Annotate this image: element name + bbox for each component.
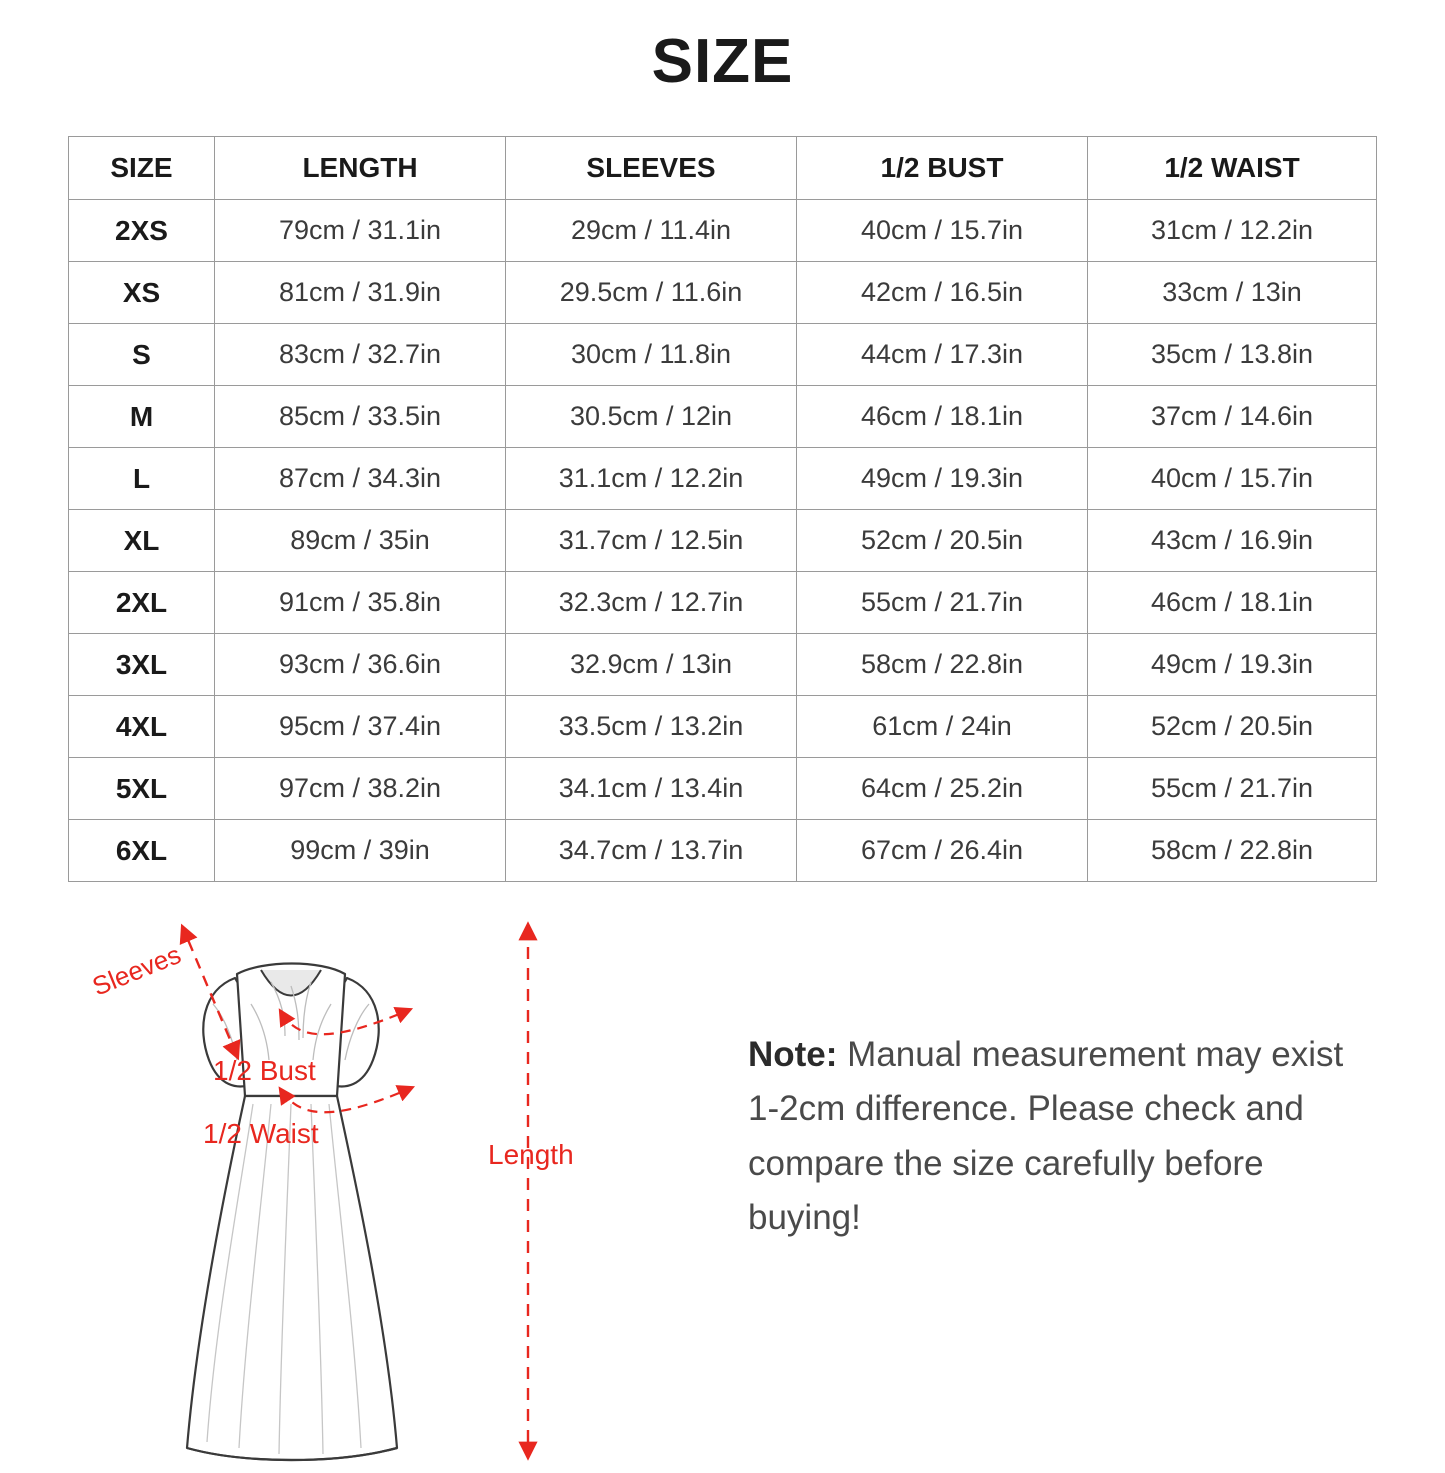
table-row — [69, 510, 1377, 572]
cell-half-bust: 55cm / 21.7in — [797, 572, 1088, 634]
cell-half-bust: 49cm / 19.3in — [797, 448, 1088, 510]
cell-half-waist: 40cm / 15.7in — [1088, 448, 1377, 510]
cell-sleeves: 29.5cm / 11.6in — [506, 262, 797, 324]
table-row — [69, 324, 1377, 386]
cell-half-bust: 64cm / 25.2in — [797, 758, 1088, 820]
size-table — [68, 136, 1377, 882]
cell-length: 99cm / 39in — [215, 820, 506, 882]
cell-size: XL — [69, 510, 215, 572]
cell-half-bust: 44cm / 17.3in — [797, 324, 1088, 386]
cell-length: 81cm / 31.9in — [215, 262, 506, 324]
cell-half-waist: 35cm / 13.8in — [1088, 324, 1377, 386]
cell-length: 93cm / 36.6in — [215, 634, 506, 696]
cell-half-waist: 33cm / 13in — [1088, 262, 1377, 324]
cell-half-waist: 37cm / 14.6in — [1088, 386, 1377, 448]
cell-half-waist: 49cm / 19.3in — [1088, 634, 1377, 696]
cell-size: 5XL — [69, 758, 215, 820]
column-header-half-bust: 1/2 BUST — [797, 137, 1088, 200]
cell-length: 87cm / 34.3in — [215, 448, 506, 510]
note-block — [748, 1028, 1348, 1245]
table-row — [69, 758, 1377, 820]
cell-length: 83cm / 32.7in — [215, 324, 506, 386]
cell-half-waist: 43cm / 16.9in — [1088, 510, 1377, 572]
cell-half-bust: 52cm / 20.5in — [797, 510, 1088, 572]
table-row — [69, 448, 1377, 510]
column-header-length: LENGTH — [215, 137, 506, 200]
cell-length: 79cm / 31.1in — [215, 200, 506, 262]
cell-half-bust: 42cm / 16.5in — [797, 262, 1088, 324]
cell-length: 89cm / 35in — [215, 510, 506, 572]
note-label: Note: — [748, 1035, 838, 1075]
cell-sleeves: 34.1cm / 13.4in — [506, 758, 797, 820]
cell-half-waist: 31cm / 12.2in — [1088, 200, 1377, 262]
cell-size: S — [69, 324, 215, 386]
table-row — [69, 200, 1377, 262]
cell-sleeves: 30cm / 11.8in — [506, 324, 797, 386]
note-text: Manual measurement may exist 1-2cm difference. Please check and compare the size carefully before buying! — [748, 1035, 1344, 1237]
cell-half-bust: 67cm / 26.4in — [797, 820, 1088, 882]
cell-half-bust: 40cm / 15.7in — [797, 200, 1088, 262]
cell-size: 6XL — [69, 820, 215, 882]
page-title: SIZE — [651, 27, 794, 96]
cell-sleeves: 31.7cm / 12.5in — [506, 510, 797, 572]
cell-length: 97cm / 38.2in — [215, 758, 506, 820]
cell-size: XS — [69, 262, 215, 324]
cell-length: 91cm / 35.8in — [215, 572, 506, 634]
cell-size: 3XL — [69, 634, 215, 696]
measurement-guide — [0, 908, 1445, 1468]
size-chart-page — [0, 28, 1445, 1473]
cell-sleeves: 31.1cm / 12.2in — [506, 448, 797, 510]
table-row — [69, 696, 1377, 758]
cell-length: 95cm / 37.4in — [215, 696, 506, 758]
cell-half-bust: 58cm / 22.8in — [797, 634, 1088, 696]
dress-diagram — [85, 908, 705, 1468]
table-row — [69, 820, 1377, 882]
column-header-half-waist: 1/2 WAIST — [1088, 137, 1377, 200]
cell-half-waist: 55cm / 21.7in — [1088, 758, 1377, 820]
cell-length: 85cm / 33.5in — [215, 386, 506, 448]
sleeves-label: Sleeves — [88, 939, 186, 1002]
cell-half-waist: 52cm / 20.5in — [1088, 696, 1377, 758]
cell-half-bust: 46cm / 18.1in — [797, 386, 1088, 448]
table-row — [69, 572, 1377, 634]
half-bust-label: 1/2 Bust — [213, 1055, 316, 1087]
cell-sleeves: 33.5cm / 13.2in — [506, 696, 797, 758]
cell-size: 4XL — [69, 696, 215, 758]
cell-sleeves: 32.3cm / 12.7in — [506, 572, 797, 634]
cell-sleeves: 32.9cm / 13in — [506, 634, 797, 696]
cell-size: 2XS — [69, 200, 215, 262]
cell-half-waist: 46cm / 18.1in — [1088, 572, 1377, 634]
cell-sleeves: 30.5cm / 12in — [506, 386, 797, 448]
dress-outline — [187, 964, 397, 1461]
cell-half-waist: 58cm / 22.8in — [1088, 820, 1377, 882]
column-header-sleeves: SLEEVES — [506, 137, 797, 200]
table-row — [69, 634, 1377, 696]
table-row — [69, 262, 1377, 324]
table-header-row — [69, 137, 1377, 200]
length-label: Length — [488, 1139, 574, 1171]
column-header-size: SIZE — [69, 137, 215, 200]
cell-size: 2XL — [69, 572, 215, 634]
half-waist-label: 1/2 Waist — [203, 1118, 319, 1150]
cell-size: M — [69, 386, 215, 448]
cell-half-bust: 61cm / 24in — [797, 696, 1088, 758]
cell-sleeves: 29cm / 11.4in — [506, 200, 797, 262]
cell-size: L — [69, 448, 215, 510]
cell-sleeves: 34.7cm / 13.7in — [506, 820, 797, 882]
table-row — [69, 386, 1377, 448]
